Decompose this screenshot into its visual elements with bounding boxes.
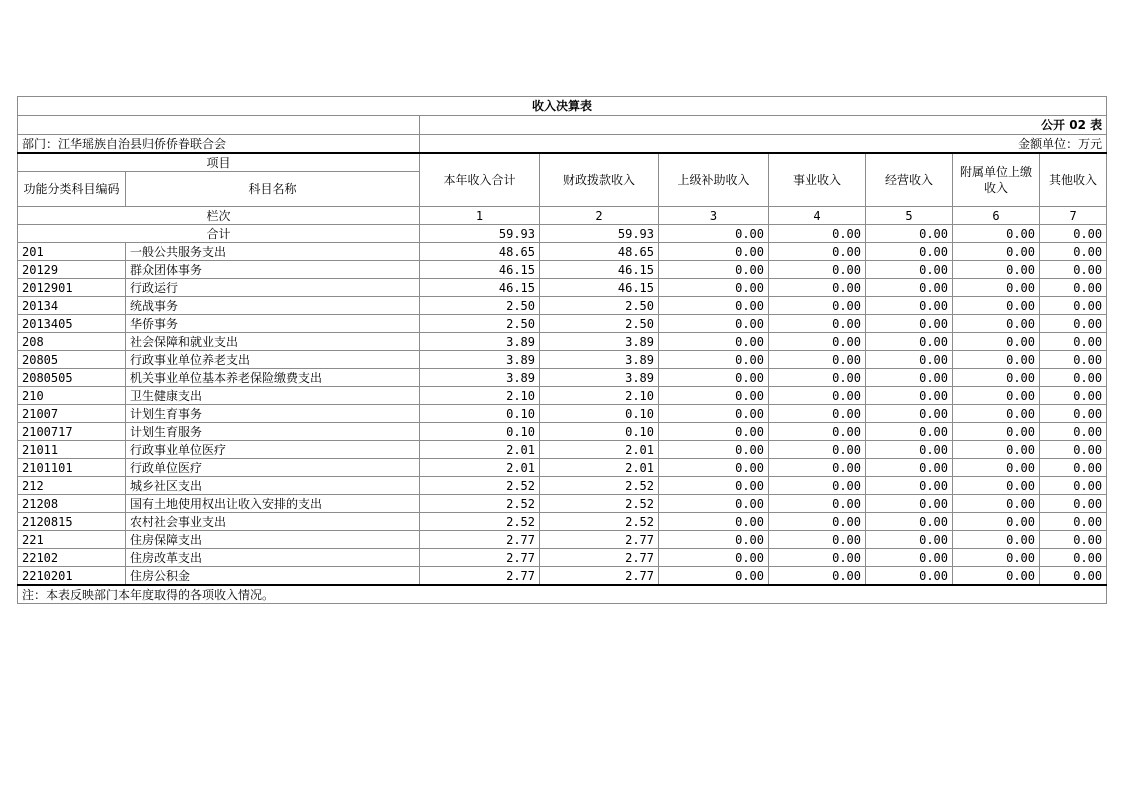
row-value: 2.77 <box>420 549 540 567</box>
row-value: 0.10 <box>540 423 659 441</box>
business-header: 事业收入 <box>769 153 866 207</box>
row-code: 2120815 <box>18 513 126 531</box>
header-row-1 <box>18 153 1107 172</box>
row-value: 0.00 <box>659 567 769 586</box>
row-name: 住房改革支出 <box>126 549 420 567</box>
row-value: 0.00 <box>659 279 769 297</box>
row-value: 0.00 <box>769 531 866 549</box>
row-value: 0.00 <box>1040 369 1107 387</box>
row-value: 46.15 <box>420 279 540 297</box>
row-value: 2.52 <box>420 513 540 531</box>
row-code: 210 <box>18 387 126 405</box>
table-row <box>18 279 1107 297</box>
total-value: 0.00 <box>866 225 953 243</box>
income-statement-table <box>17 96 1107 604</box>
row-value: 0.00 <box>659 513 769 531</box>
row-value: 2.10 <box>420 387 540 405</box>
row-value: 0.00 <box>659 531 769 549</box>
row-name: 统战事务 <box>126 297 420 315</box>
total-value: 59.93 <box>420 225 540 243</box>
row-code: 2012901 <box>18 279 126 297</box>
row-value: 2.77 <box>540 531 659 549</box>
title-row <box>18 97 1107 116</box>
row-value: 2.77 <box>420 531 540 549</box>
row-code: 22102 <box>18 549 126 567</box>
row-value: 0.00 <box>953 243 1040 261</box>
row-value: 0.00 <box>866 243 953 261</box>
income-statement-sheet <box>17 96 1106 604</box>
row-value: 0.00 <box>953 459 1040 477</box>
row-value: 3.89 <box>420 333 540 351</box>
row-value: 0.00 <box>866 423 953 441</box>
table-row <box>18 477 1107 495</box>
row-code: 2080505 <box>18 369 126 387</box>
table-row <box>18 495 1107 513</box>
row-value: 0.00 <box>866 441 953 459</box>
row-value: 0.00 <box>1040 531 1107 549</box>
row-value: 3.89 <box>540 369 659 387</box>
table-row <box>18 405 1107 423</box>
total-value: 0.00 <box>769 225 866 243</box>
note-row <box>18 585 1107 604</box>
row-value: 0.00 <box>866 567 953 586</box>
row-value: 0.00 <box>866 477 953 495</box>
row-value: 0.00 <box>953 405 1040 423</box>
row-value: 0.00 <box>1040 333 1107 351</box>
row-value: 0.00 <box>953 567 1040 586</box>
row-value: 0.00 <box>659 261 769 279</box>
table-row <box>18 333 1107 351</box>
row-code: 208 <box>18 333 126 351</box>
row-code: 20129 <box>18 261 126 279</box>
row-value: 2.01 <box>420 459 540 477</box>
row-value: 3.89 <box>420 369 540 387</box>
row-name: 行政事业单位养老支出 <box>126 351 420 369</box>
row-value: 0.00 <box>866 495 953 513</box>
table-row <box>18 315 1107 333</box>
row-value: 0.00 <box>769 567 866 586</box>
row-value: 0.00 <box>1040 441 1107 459</box>
row-value: 46.15 <box>540 261 659 279</box>
row-value: 0.00 <box>769 261 866 279</box>
row-name: 住房保障支出 <box>126 531 420 549</box>
total-value: 0.00 <box>1040 225 1107 243</box>
table-row <box>18 567 1107 586</box>
row-value: 0.00 <box>953 387 1040 405</box>
row-code: 21011 <box>18 441 126 459</box>
row-value: 0.00 <box>769 333 866 351</box>
row-value: 3.89 <box>540 351 659 369</box>
row-value: 0.00 <box>659 423 769 441</box>
row-code: 20805 <box>18 351 126 369</box>
table-row <box>18 243 1107 261</box>
table-row <box>18 261 1107 279</box>
row-value: 0.00 <box>1040 549 1107 567</box>
row-value: 0.00 <box>659 477 769 495</box>
row-value: 0.00 <box>659 369 769 387</box>
total-row <box>18 225 1107 243</box>
row-value: 0.00 <box>769 441 866 459</box>
row-value: 0.00 <box>1040 459 1107 477</box>
row-value: 0.00 <box>953 423 1040 441</box>
table-row <box>18 297 1107 315</box>
column-number: 6 <box>953 207 1040 225</box>
row-code: 2013405 <box>18 315 126 333</box>
row-value: 0.00 <box>1040 567 1107 586</box>
row-value: 0.00 <box>769 315 866 333</box>
row-value: 2.77 <box>540 567 659 586</box>
table-row <box>18 351 1107 369</box>
row-code: 2210201 <box>18 567 126 586</box>
row-value: 0.00 <box>1040 279 1107 297</box>
table-row <box>18 459 1107 477</box>
row-value: 0.00 <box>659 495 769 513</box>
row-value: 0.00 <box>953 531 1040 549</box>
department-label: 部门：江华瑶族自治县归侨侨眷联合会 <box>18 135 420 154</box>
row-value: 0.00 <box>1040 315 1107 333</box>
row-value: 46.15 <box>540 279 659 297</box>
row-name: 华侨事务 <box>126 315 420 333</box>
row-value: 3.89 <box>540 333 659 351</box>
column-number: 5 <box>866 207 953 225</box>
row-value: 0.00 <box>953 441 1040 459</box>
row-value: 0.00 <box>1040 477 1107 495</box>
row-value: 0.00 <box>769 423 866 441</box>
row-value: 0.00 <box>659 459 769 477</box>
row-name: 计划生育事务 <box>126 405 420 423</box>
row-value: 0.00 <box>1040 351 1107 369</box>
row-value: 3.89 <box>420 351 540 369</box>
name-header: 科目名称 <box>126 172 420 207</box>
row-value: 0.00 <box>769 495 866 513</box>
row-value: 0.00 <box>1040 297 1107 315</box>
row-value: 0.00 <box>866 333 953 351</box>
row-value: 0.00 <box>769 549 866 567</box>
row-value: 0.00 <box>659 351 769 369</box>
row-value: 2.01 <box>540 459 659 477</box>
row-value: 0.00 <box>953 495 1040 513</box>
row-value: 2.77 <box>540 549 659 567</box>
row-value: 0.00 <box>1040 261 1107 279</box>
row-name: 机关事业单位基本养老保险缴费支出 <box>126 369 420 387</box>
row-value: 0.00 <box>659 405 769 423</box>
form-number-row <box>18 116 1107 135</box>
row-code: 2100717 <box>18 423 126 441</box>
row-value: 2.52 <box>540 495 659 513</box>
row-value: 0.00 <box>1040 513 1107 531</box>
row-value: 0.00 <box>769 351 866 369</box>
row-value: 0.00 <box>866 369 953 387</box>
row-value: 2.50 <box>420 315 540 333</box>
row-value: 0.00 <box>866 261 953 279</box>
row-value: 0.00 <box>769 297 866 315</box>
row-value: 2.01 <box>420 441 540 459</box>
row-value: 0.00 <box>1040 243 1107 261</box>
row-value: 0.00 <box>659 549 769 567</box>
row-value: 48.65 <box>420 243 540 261</box>
row-value: 2.50 <box>420 297 540 315</box>
row-value: 0.00 <box>866 405 953 423</box>
row-value: 0.00 <box>866 315 953 333</box>
row-value: 0.00 <box>866 297 953 315</box>
total-value: 0.00 <box>659 225 769 243</box>
row-name: 国有土地使用权出让收入安排的支出 <box>126 495 420 513</box>
column-number: 3 <box>659 207 769 225</box>
column-number: 4 <box>769 207 866 225</box>
row-value: 0.00 <box>953 297 1040 315</box>
row-value: 46.15 <box>420 261 540 279</box>
table-row <box>18 423 1107 441</box>
table-row <box>18 387 1107 405</box>
row-value: 0.00 <box>1040 387 1107 405</box>
table-row <box>18 549 1107 567</box>
row-value: 0.00 <box>866 387 953 405</box>
row-value: 48.65 <box>540 243 659 261</box>
row-code: 20134 <box>18 297 126 315</box>
table-note: 注：本表反映部门本年度取得的各项收入情况。 <box>18 585 1107 604</box>
row-value: 0.00 <box>953 315 1040 333</box>
row-value: 0.00 <box>769 279 866 297</box>
row-code: 2101101 <box>18 459 126 477</box>
row-value: 0.00 <box>953 333 1040 351</box>
row-value: 0.00 <box>1040 405 1107 423</box>
row-value: 0.00 <box>866 513 953 531</box>
other-header: 其他收入 <box>1040 153 1107 207</box>
column-number: 2 <box>540 207 659 225</box>
row-value: 0.00 <box>953 513 1040 531</box>
row-value: 2.52 <box>420 495 540 513</box>
row-value: 0.00 <box>769 369 866 387</box>
column-number: 7 <box>1040 207 1107 225</box>
table-row <box>18 441 1107 459</box>
row-code: 21007 <box>18 405 126 423</box>
row-value: 0.00 <box>953 549 1040 567</box>
total-value: 59.93 <box>540 225 659 243</box>
row-code: 212 <box>18 477 126 495</box>
row-value: 0.00 <box>866 549 953 567</box>
row-code: 21208 <box>18 495 126 513</box>
row-value: 0.00 <box>953 351 1040 369</box>
table-row <box>18 369 1107 387</box>
code-header: 功能分类科目编码 <box>18 172 126 207</box>
row-value: 2.50 <box>540 297 659 315</box>
row-value: 0.00 <box>769 405 866 423</box>
row-value: 0.00 <box>1040 495 1107 513</box>
row-value: 2.52 <box>420 477 540 495</box>
row-value: 0.00 <box>769 387 866 405</box>
row-value: 2.50 <box>540 315 659 333</box>
row-value: 0.00 <box>769 477 866 495</box>
row-value: 0.00 <box>659 315 769 333</box>
table-row <box>18 531 1107 549</box>
row-value: 0.00 <box>769 513 866 531</box>
row-value: 0.00 <box>659 243 769 261</box>
row-value: 0.00 <box>866 459 953 477</box>
row-value: 2.77 <box>420 567 540 586</box>
total-value: 0.00 <box>953 225 1040 243</box>
row-name: 计划生育服务 <box>126 423 420 441</box>
column-number-row <box>18 207 1107 225</box>
total-header: 本年收入合计 <box>420 153 540 207</box>
row-value: 2.52 <box>540 513 659 531</box>
row-name: 一般公共服务支出 <box>126 243 420 261</box>
row-value: 0.10 <box>420 423 540 441</box>
row-name: 群众团体事务 <box>126 261 420 279</box>
row-name: 行政事业单位医疗 <box>126 441 420 459</box>
table-row <box>18 513 1107 531</box>
unit-label: 金额单位：万元 <box>420 135 1107 154</box>
column-number: 1 <box>420 207 540 225</box>
row-value: 0.00 <box>659 297 769 315</box>
row-value: 0.00 <box>866 531 953 549</box>
row-value: 0.00 <box>953 369 1040 387</box>
column-number-label: 栏次 <box>18 207 420 225</box>
form-number: 公开 02 表 <box>420 116 1107 135</box>
table-title: 收入决算表 <box>18 97 1107 116</box>
department-row <box>18 135 1107 154</box>
fiscal-header: 财政拨款收入 <box>540 153 659 207</box>
row-name: 社会保障和就业支出 <box>126 333 420 351</box>
row-name: 农村社会事业支出 <box>126 513 420 531</box>
row-value: 2.10 <box>540 387 659 405</box>
row-value: 0.10 <box>540 405 659 423</box>
row-name: 城乡社区支出 <box>126 477 420 495</box>
row-value: 0.00 <box>659 441 769 459</box>
total-label: 合计 <box>18 225 420 243</box>
row-value: 0.00 <box>769 243 866 261</box>
row-value: 2.01 <box>540 441 659 459</box>
subsidy-header: 上级补助收入 <box>659 153 769 207</box>
row-value: 0.00 <box>659 333 769 351</box>
row-code: 201 <box>18 243 126 261</box>
row-value: 0.00 <box>953 261 1040 279</box>
item-group-header: 项目 <box>18 153 420 172</box>
row-name: 行政单位医疗 <box>126 459 420 477</box>
row-value: 0.10 <box>420 405 540 423</box>
row-value: 2.52 <box>540 477 659 495</box>
row-name: 住房公积金 <box>126 567 420 586</box>
row-code: 221 <box>18 531 126 549</box>
affiliate-header: 附属单位上缴收入 <box>953 153 1040 207</box>
row-value: 0.00 <box>659 387 769 405</box>
row-value: 0.00 <box>953 279 1040 297</box>
row-name: 行政运行 <box>126 279 420 297</box>
operating-header: 经营收入 <box>866 153 953 207</box>
row-value: 0.00 <box>866 351 953 369</box>
row-value: 0.00 <box>1040 423 1107 441</box>
row-name: 卫生健康支出 <box>126 387 420 405</box>
row-value: 0.00 <box>769 459 866 477</box>
row-value: 0.00 <box>866 279 953 297</box>
row-value: 0.00 <box>953 477 1040 495</box>
